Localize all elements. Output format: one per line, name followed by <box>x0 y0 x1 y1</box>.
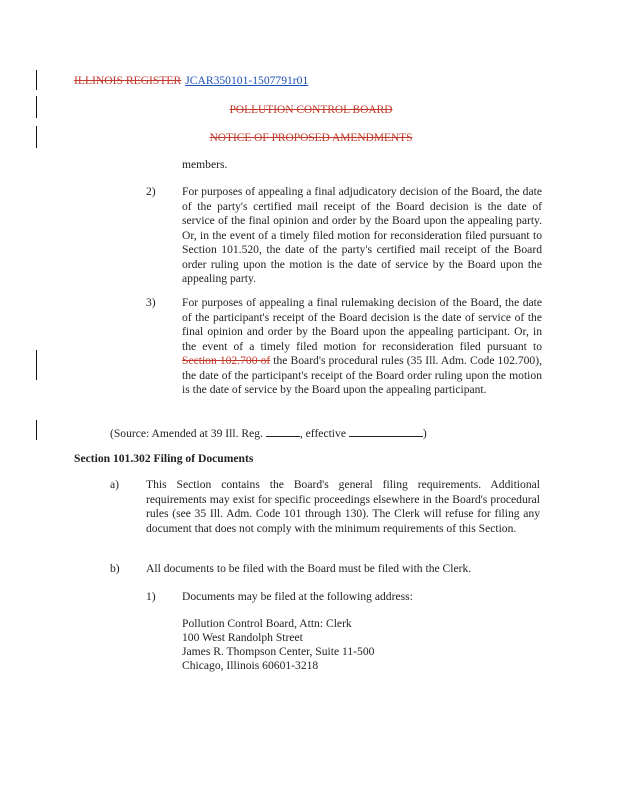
item2-text: For purposes of appealing a final adjudicatory decision of the Board, the date of the party's certified mail receipt of the Board decision is the date of service of the final opinion and order by the Board upon the appealing party. Or, in the event of a timely filed motion for reconsideration filed pursuant to Section 101.520, the date of the party's certified mail receipt of the Board order ruling upon the motion is the date of service by the Board upon the appealing party. <box>182 185 542 285</box>
carryover-text: members. <box>182 158 228 171</box>
item3-text-a: For purposes of appealing a final rulemaking decision of the Board, the date of the participant's receipt of the Board decision is the date of service of the final opinion and order by the Board upon the appealing participant. Or, in the event of a timely filed motion for reconsideration filed pursuant <box>182 296 542 353</box>
change-bar <box>36 350 37 380</box>
item3-struck: Section 102.700 of <box>182 354 271 367</box>
subsection-a-label: a) <box>110 478 120 491</box>
source-mid: , effective <box>299 427 349 440</box>
subsection-b-label: b) <box>110 562 120 575</box>
address-line: Chicago, Illinois 60601-3218 <box>182 659 319 672</box>
change-bar <box>36 70 37 90</box>
source-note <box>110 425 427 442</box>
reg-blank <box>266 425 300 437</box>
section-title: Section 101.302 Filing of Documents <box>74 452 254 465</box>
b1-text: Documents may be filed at the following address: <box>182 590 413 603</box>
register-id: JCAR350101-1507791r01 <box>185 74 309 87</box>
b1-label: 1) <box>146 590 156 603</box>
source-suffix: ) <box>422 427 427 440</box>
agency-title: POLLUTION CONTROL BOARD <box>229 104 393 116</box>
subsection-b-text: All documents to be filed with the Board must be filed with the Clerk. <box>146 562 472 575</box>
item2-number: 2) <box>146 185 156 198</box>
item3-to: to <box>532 339 542 353</box>
address-line: 100 West Randolph Street <box>182 631 303 644</box>
item3-number: 3) <box>146 296 156 309</box>
item3-text-b: the Board's procedural rules (35 Ill. Adm. Code 102.700), the date of the participant's receipt of the Board order ruling upon the motion is the date of service by the Board upon the appealing participant. <box>182 354 542 396</box>
notice-title: NOTICE OF PROPOSED AMENDMENTS <box>209 132 413 144</box>
effective-blank <box>349 425 423 437</box>
subsection-a-text: This Section contains the Board's general filing requirements. Additional requirements may exist for specific proceedings elsewhere in the Board's procedural rules (see 35 Ill. Adm. Code 101 through 130). The Clerk will refuse for filing any document that does not comply with the minimum requirements of this Section. <box>146 478 540 535</box>
register-header <box>74 74 308 89</box>
address-line: Pollution Control Board, Attn: Clerk <box>182 617 352 630</box>
change-bar <box>36 420 37 440</box>
register-struck: ILLINOIS REGISTER <box>74 74 182 87</box>
item3-text <box>182 296 542 398</box>
source-prefix: (Source: Amended at 39 Ill. Reg. <box>110 427 266 440</box>
address-line: James R. Thompson Center, Suite 11-500 <box>182 645 375 658</box>
